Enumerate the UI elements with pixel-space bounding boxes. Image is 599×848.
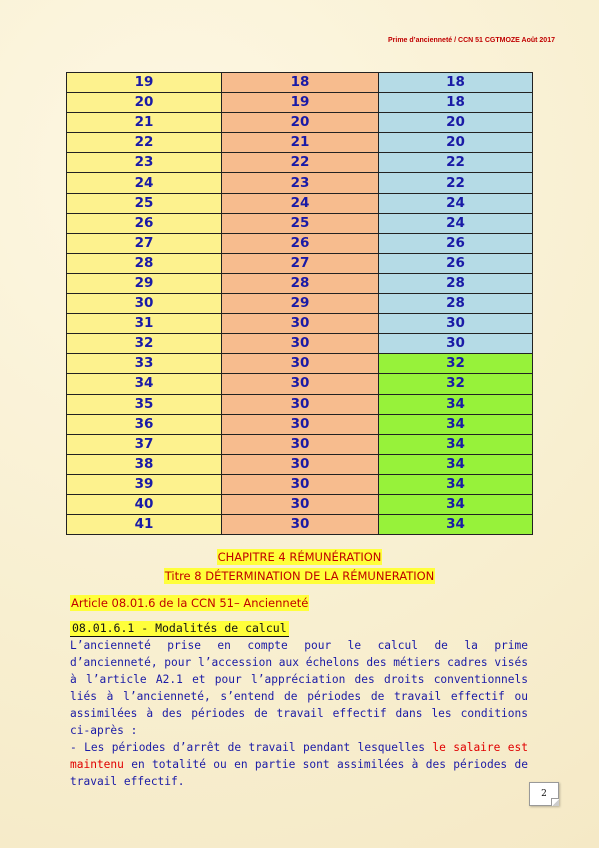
table-row [67,193,533,213]
table-cell: 30 [222,414,379,434]
table-cell: 24 [379,213,533,233]
page-header: Prime d’ancienneté / CCN 51 CGTMOZE Août 2017 [387,37,555,44]
table-row [67,434,533,454]
table-cell: 30 [222,374,379,394]
table-cell: 21 [222,133,379,153]
table-row [67,253,533,273]
table-cell: 18 [379,73,533,93]
table-cell: 22 [222,153,379,173]
table-row [67,334,533,354]
table-row [67,294,533,314]
table-cell: 28 [67,253,222,273]
table-cell: 30 [222,314,379,334]
table-row [67,153,533,173]
chapter-subtitle: Titre 8 DÉTERMINATION DE LA RÉMUNERATION [164,569,435,583]
table-cell: 23 [222,173,379,193]
table-cell: 39 [67,474,222,494]
table-row [67,474,533,494]
table-cell: 30 [222,515,379,535]
table-cell: 34 [379,394,533,414]
table-cell: 20 [67,93,222,113]
paragraph-1: L’ancienneté prise en compte pour le calcul de la prime d’ancienneté, pour l’accession aux échelons des métiers cadres visés à l’article A2.1 et pour l’appréciation des droits conventionnels liés à l’ancienneté, s’entend de périodes de travail effectif ou assimilées à des périodes de travail effectif dans les conditions ci-après : [70,639,529,737]
table-cell: 25 [67,193,222,213]
table-cell: 29 [222,294,379,314]
table-cell: 24 [222,193,379,213]
table-cell: 24 [67,173,222,193]
table-row [67,394,533,414]
table-cell: 34 [379,494,533,514]
table-cell: 18 [222,73,379,93]
table-cell: 32 [67,334,222,354]
paragraph-2-end: en totalité ou en partie sont assimilées à des périodes de travail effectif. [70,758,528,788]
table-cell: 32 [379,374,533,394]
table-cell: 22 [379,173,533,193]
table-cell: 20 [379,133,533,153]
table-cell: 28 [379,294,533,314]
table-row [67,354,533,374]
table-row [67,273,533,293]
table-cell: 30 [222,454,379,474]
table-row [67,414,533,434]
table-row [67,73,533,93]
table-cell: 21 [67,113,222,133]
table-row [67,93,533,113]
table-cell: 26 [222,233,379,253]
table-cell: 34 [67,374,222,394]
table-cell: 22 [67,133,222,153]
table-cell: 30 [222,334,379,354]
table-cell: 18 [379,93,533,113]
table-cell: 29 [67,273,222,293]
section-title: 08.01.6.1 - Modalités de calcul [72,621,287,635]
paragraph-2-start: - Les périodes d’arrêt de travail pendant lesquelles [70,741,433,754]
table-row [67,173,533,193]
table-cell: 41 [67,515,222,535]
table-row [67,213,533,233]
table-row [67,515,533,535]
table-row [67,233,533,253]
table-cell: 30 [222,394,379,414]
table-cell: 40 [67,494,222,514]
table-cell: 34 [379,474,533,494]
table-cell: 34 [379,515,533,535]
table-cell: 30 [222,494,379,514]
table-cell: 24 [379,193,533,213]
table-cell: 30 [222,474,379,494]
table-cell: 26 [67,213,222,233]
table-cell: 20 [379,113,533,133]
table-cell: 27 [67,233,222,253]
table-row [67,374,533,394]
table-cell: 19 [67,73,222,93]
table-cell: 35 [67,394,222,414]
table-cell: 30 [379,334,533,354]
table-row [67,314,533,334]
chapter-titles [66,546,533,584]
chapter-title: CHAPITRE 4 RÉMUNÉRATION [217,550,382,564]
table-cell: 33 [67,354,222,374]
table-cell: 25 [222,213,379,233]
table-cell: 30 [222,354,379,374]
table-row [67,133,533,153]
table-cell: 19 [222,93,379,113]
table-cell: 32 [379,354,533,374]
page-number: 2 [529,782,559,806]
table-row [67,454,533,474]
table-cell: 38 [67,454,222,474]
table-cell: 26 [379,253,533,273]
table-cell: 30 [222,434,379,454]
table-cell: 23 [67,153,222,173]
table-cell: 27 [222,253,379,273]
table-cell: 22 [379,153,533,173]
table-cell: 37 [67,434,222,454]
table-cell: 36 [67,414,222,434]
seniority-table [66,72,533,535]
body-text [70,637,528,790]
table-cell: 28 [222,273,379,293]
table-cell: 20 [222,113,379,133]
table-cell: 34 [379,414,533,434]
table-cell: 30 [379,314,533,334]
table-cell: 26 [379,233,533,253]
table-cell: 31 [67,314,222,334]
table-row [67,113,533,133]
table-row [67,494,533,514]
table-cell: 34 [379,434,533,454]
table-cell: 30 [67,294,222,314]
table-cell: 34 [379,454,533,474]
paragraph-2-highlight: le salaire est maintenu [70,741,528,771]
table-cell: 28 [379,273,533,293]
article-heading [70,592,309,611]
article-title: Article 08.01.6 de la CCN 51– Ancienneté [71,596,309,610]
